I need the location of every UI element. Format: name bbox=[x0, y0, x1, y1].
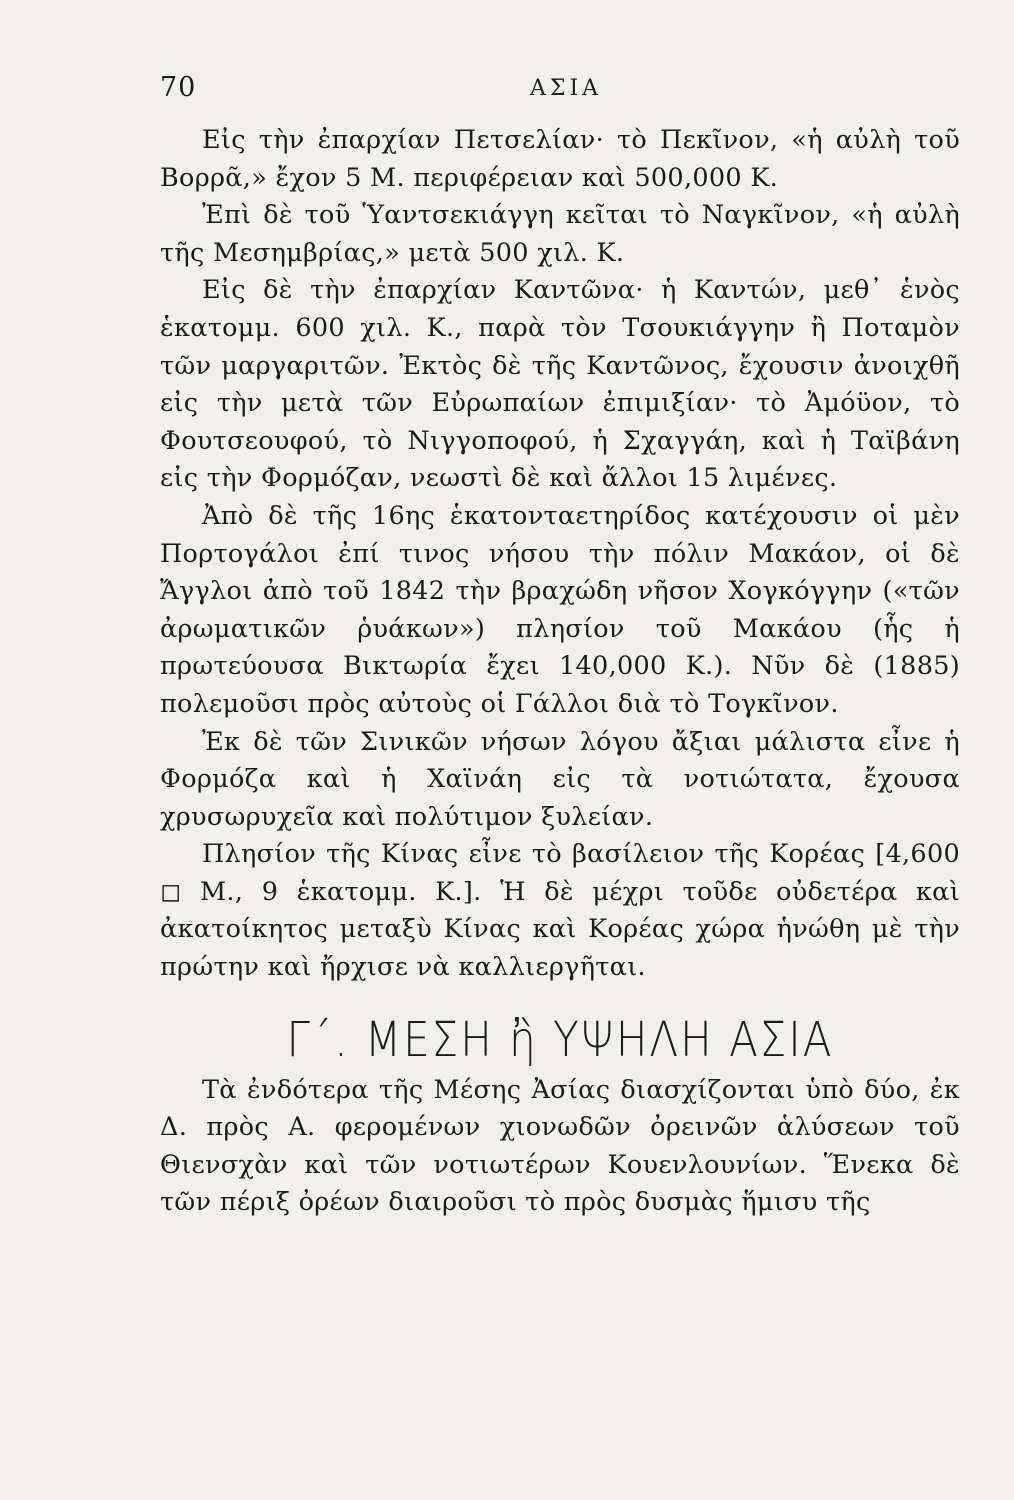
page-body bbox=[160, 122, 960, 1222]
running-head: ΑΣΙΑ bbox=[530, 76, 603, 101]
page-number: 70 bbox=[160, 72, 197, 103]
paragraph-nanking: Ἐπὶ δὲ τοῦ Ὑαντσεκιάγγη κεῖται τὸ Ναγκῖνον, «ἡ αὐλὴ τῆς Μεσημβρίας,» μετὰ 500 χιλ. Κ. bbox=[160, 200, 960, 268]
paragraph-macao-hongkong: Ἀπὸ δὲ τῆς 16ης ἑκατονταετηρίδος κατέχουσιν οἱ μὲν Πορτογάλοι ἐπί τινος νήσου τὴν πόλιν Μακάον, οἱ δὲ Ἄγγλοι ἀπὸ τοῦ 1842 τὴν βραχώδη νῆσον Χογκόγγην («τῶν ἀρωματικῶν ῥυάκων») πλησίον τοῦ Μακάου (ἧς ἡ πρωτεύουσα Βικτωρία ἔχει 140,000 Κ.). Νῦν δὲ (1885) πολεμοῦσι πρὸς αὐτοὺς οἱ Γάλλοι διὰ τὸ Τογκῖνον. bbox=[160, 500, 960, 719]
paragraph-formosa: Ἐκ δὲ τῶν Σινικῶν νήσων λόγου ἄξιαι μάλιστα εἶνε ἡ Φορμόζα καὶ ἡ Χαϊνάη εἰς τὰ νοτιώτατα, ἔχουσα χρυσωρυχεῖα καὶ πολύτιμον ξυλείαν. bbox=[160, 726, 960, 832]
paragraph-peking: Εἰς τὴν ἐπαρχίαν Πετσελίαν· τὸ Πεκῖνον, «ἡ αὐλὴ τοῦ Βορρᾶ,» ἔχον 5 Μ. περιφέρειαν καὶ 500,000 Κ. bbox=[160, 125, 960, 193]
paragraph-central-asia: Τὰ ἐνδότερα τῆς Μέσης Ἀσίας διασχίζονται ὑπὸ δύο, ἐκ Δ. πρὸς Α. φερομένων χιονωδῶν ὀρεινῶν ἁλύσεων τοῦ Θιενσχὰν καὶ τῶν νοτιωτέρων Κουενλουνίων. Ἕνεκα δὲ τῶν πέριξ ὀρέων διαιροῦσι τὸ πρὸς δυσμὰς ἥμισυ τῆς bbox=[160, 1074, 960, 1218]
paragraph-korea: Πλησίον τῆς Κίνας εἶνε τὸ βασίλειον τῆς Κορέας [4,600 ◻ Μ., 9 ἑκατομμ. Κ.]. Ἡ δὲ μέχρι τοῦδε οὐδετέρα καὶ ἀκατοίκητος μεταξὺ Κίνας καὶ Κορέας χώρα ἡνώθη μὲ τὴν πρώτην καὶ ἤρχισε νὰ καλλιεργῆται. bbox=[160, 839, 960, 983]
page-header bbox=[160, 72, 960, 112]
paragraph-canton: Εἰς δὲ τὴν ἐπαρχίαν Καντῶνα· ἡ Καντών, μεθ᾽ ἑνὸς ἑκατομμ. 600 χιλ. Κ., παρὰ τὸν Τσουκιάγγην ἢ Ποταμὸν τῶν μαργαριτῶν. Ἐκτὸς δὲ τῆς Καντῶνος, ἔχουσιν ἀνοιχθῆ εἰς τὴν μετὰ τῶν Εὐρωπαίων ἐπιμιξίαν· τὸ Ἀμόϋον, τὸ Φουτσεουφού, τὸ Νιγγοποφού, ἡ Σχαγγάη, καὶ ἡ Ταϊβάνη εἰς τὴν Φορμόζαν, νεωστὶ δὲ καὶ ἄλλοι 15 λιμένες. bbox=[160, 275, 960, 494]
section-heading: Γ΄. ΜΕΣΗ ἢ ΥΨΗΛΗ ΑΣΙΑ bbox=[286, 1010, 834, 1068]
